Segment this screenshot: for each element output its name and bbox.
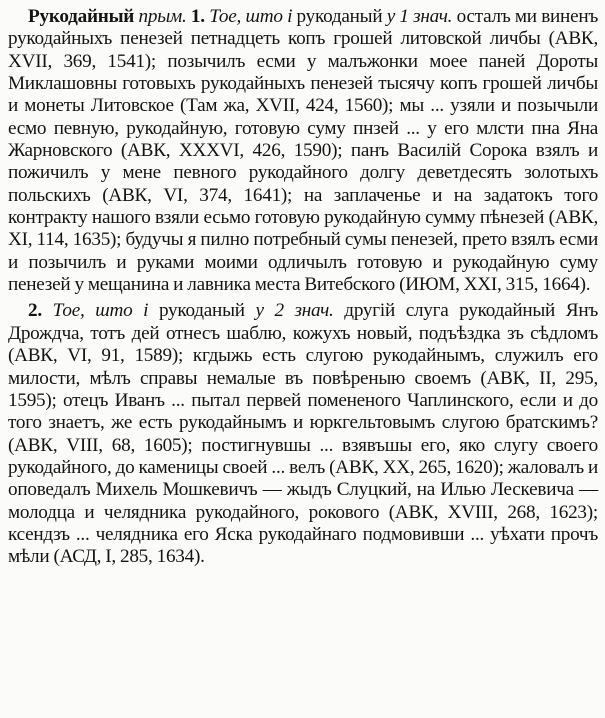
- sense-1-number: 1.: [190, 6, 205, 27]
- sense-2-definition-suffix: у 2 знач.: [255, 300, 334, 322]
- sense-1-paragraph: [8, 6, 598, 296]
- sense-1-citations: осталъ ми виненъ рукодайныхъ пенезей петнадцеть копъ грошей литовской личбы (АВК, XVII, 369, 1541); позычилъ есми у малъжонки моее паней Дороты Миклашовны готовыхъ рукодайныхъ пенезей тысячу копъ грошей личбы и монеты Литовское (Там жа, XVII, 424, 1560); мы ... узяли и позычыли есмо певную, рукодайную, готовую суму пнзей ... у его млсти пна Яна Жарновского (АВК, XXXVI, 426, 1590); панъ Василій Сорока взялъ и пожичилъ у мене певного рукодайного долгу деветдесять золотыхъ польскихъ (АВК, VI, 374, 1641); на заплаченье и на задатокъ того контракту нашого взяли есьмо готовую рукодайную сумму пѣнезей (АВК, XI, 114, 1635); будучы я пилно потребный сумы пенезей, прето взялъ есми и позычилъ и руками моими одличылъ готовую и рукодайную суму пенезей у мещанина и лавника места Витебского (ИЮМ, XXI, 315, 1664).: [8, 6, 599, 296]
- sense-2-citations: другій слуга рукодайный Янъ Дрождча, тотъ дей отнесъ шаблю, кожухъ новый, подъѣздка зъ сѣдломъ (АВК, VI, 91, 1589); кгдыжь есть слугою рукодайнымъ, служилъ его милости, мѣлъ справы немалые въ повѣреныю своемъ (АВК, II, 295, 1595); отецъ Иванъ ... пытал первей помененого Чаплинского, если и до того знаетъ, же есть рукодайнымъ и юркгельтовымъ слугою братскимъ? (АВК, VIII, 68, 1605); постигнувшы ... взявъшы его, яко слугу своего рукодайного, до каменицы своей ... велъ (АВК, XX, 265, 1620); жаловалъ и оповедалъ Михель Мошкевичъ — жыдъ Слуцкий, на Илью Лескевича — молодца и челядника рукодайного, рокового (АВК, XVIII, 268, 1623); ксендзъ ... челядника его Яска рукодайнаго подмовивши ... уѣхати прочъ мѣли (АСД, I, 285, 1634).: [8, 300, 599, 568]
- sense-2-definition-prefix: Тое, штo i: [52, 300, 149, 322]
- sense-2-paragraph: [8, 300, 598, 568]
- grammar-label: прым.: [138, 6, 187, 27]
- headword: Рукодайный: [28, 6, 135, 27]
- sense-1-definition-suffix: у 1 знач.: [386, 6, 453, 27]
- sense-2-definition-word: рукоданый: [148, 300, 256, 322]
- sense-1-definition-prefix: Тое, штo i: [209, 6, 293, 27]
- sense-1-definition-word: рукоданый: [292, 6, 387, 27]
- sense-2-number: 2.: [28, 300, 42, 322]
